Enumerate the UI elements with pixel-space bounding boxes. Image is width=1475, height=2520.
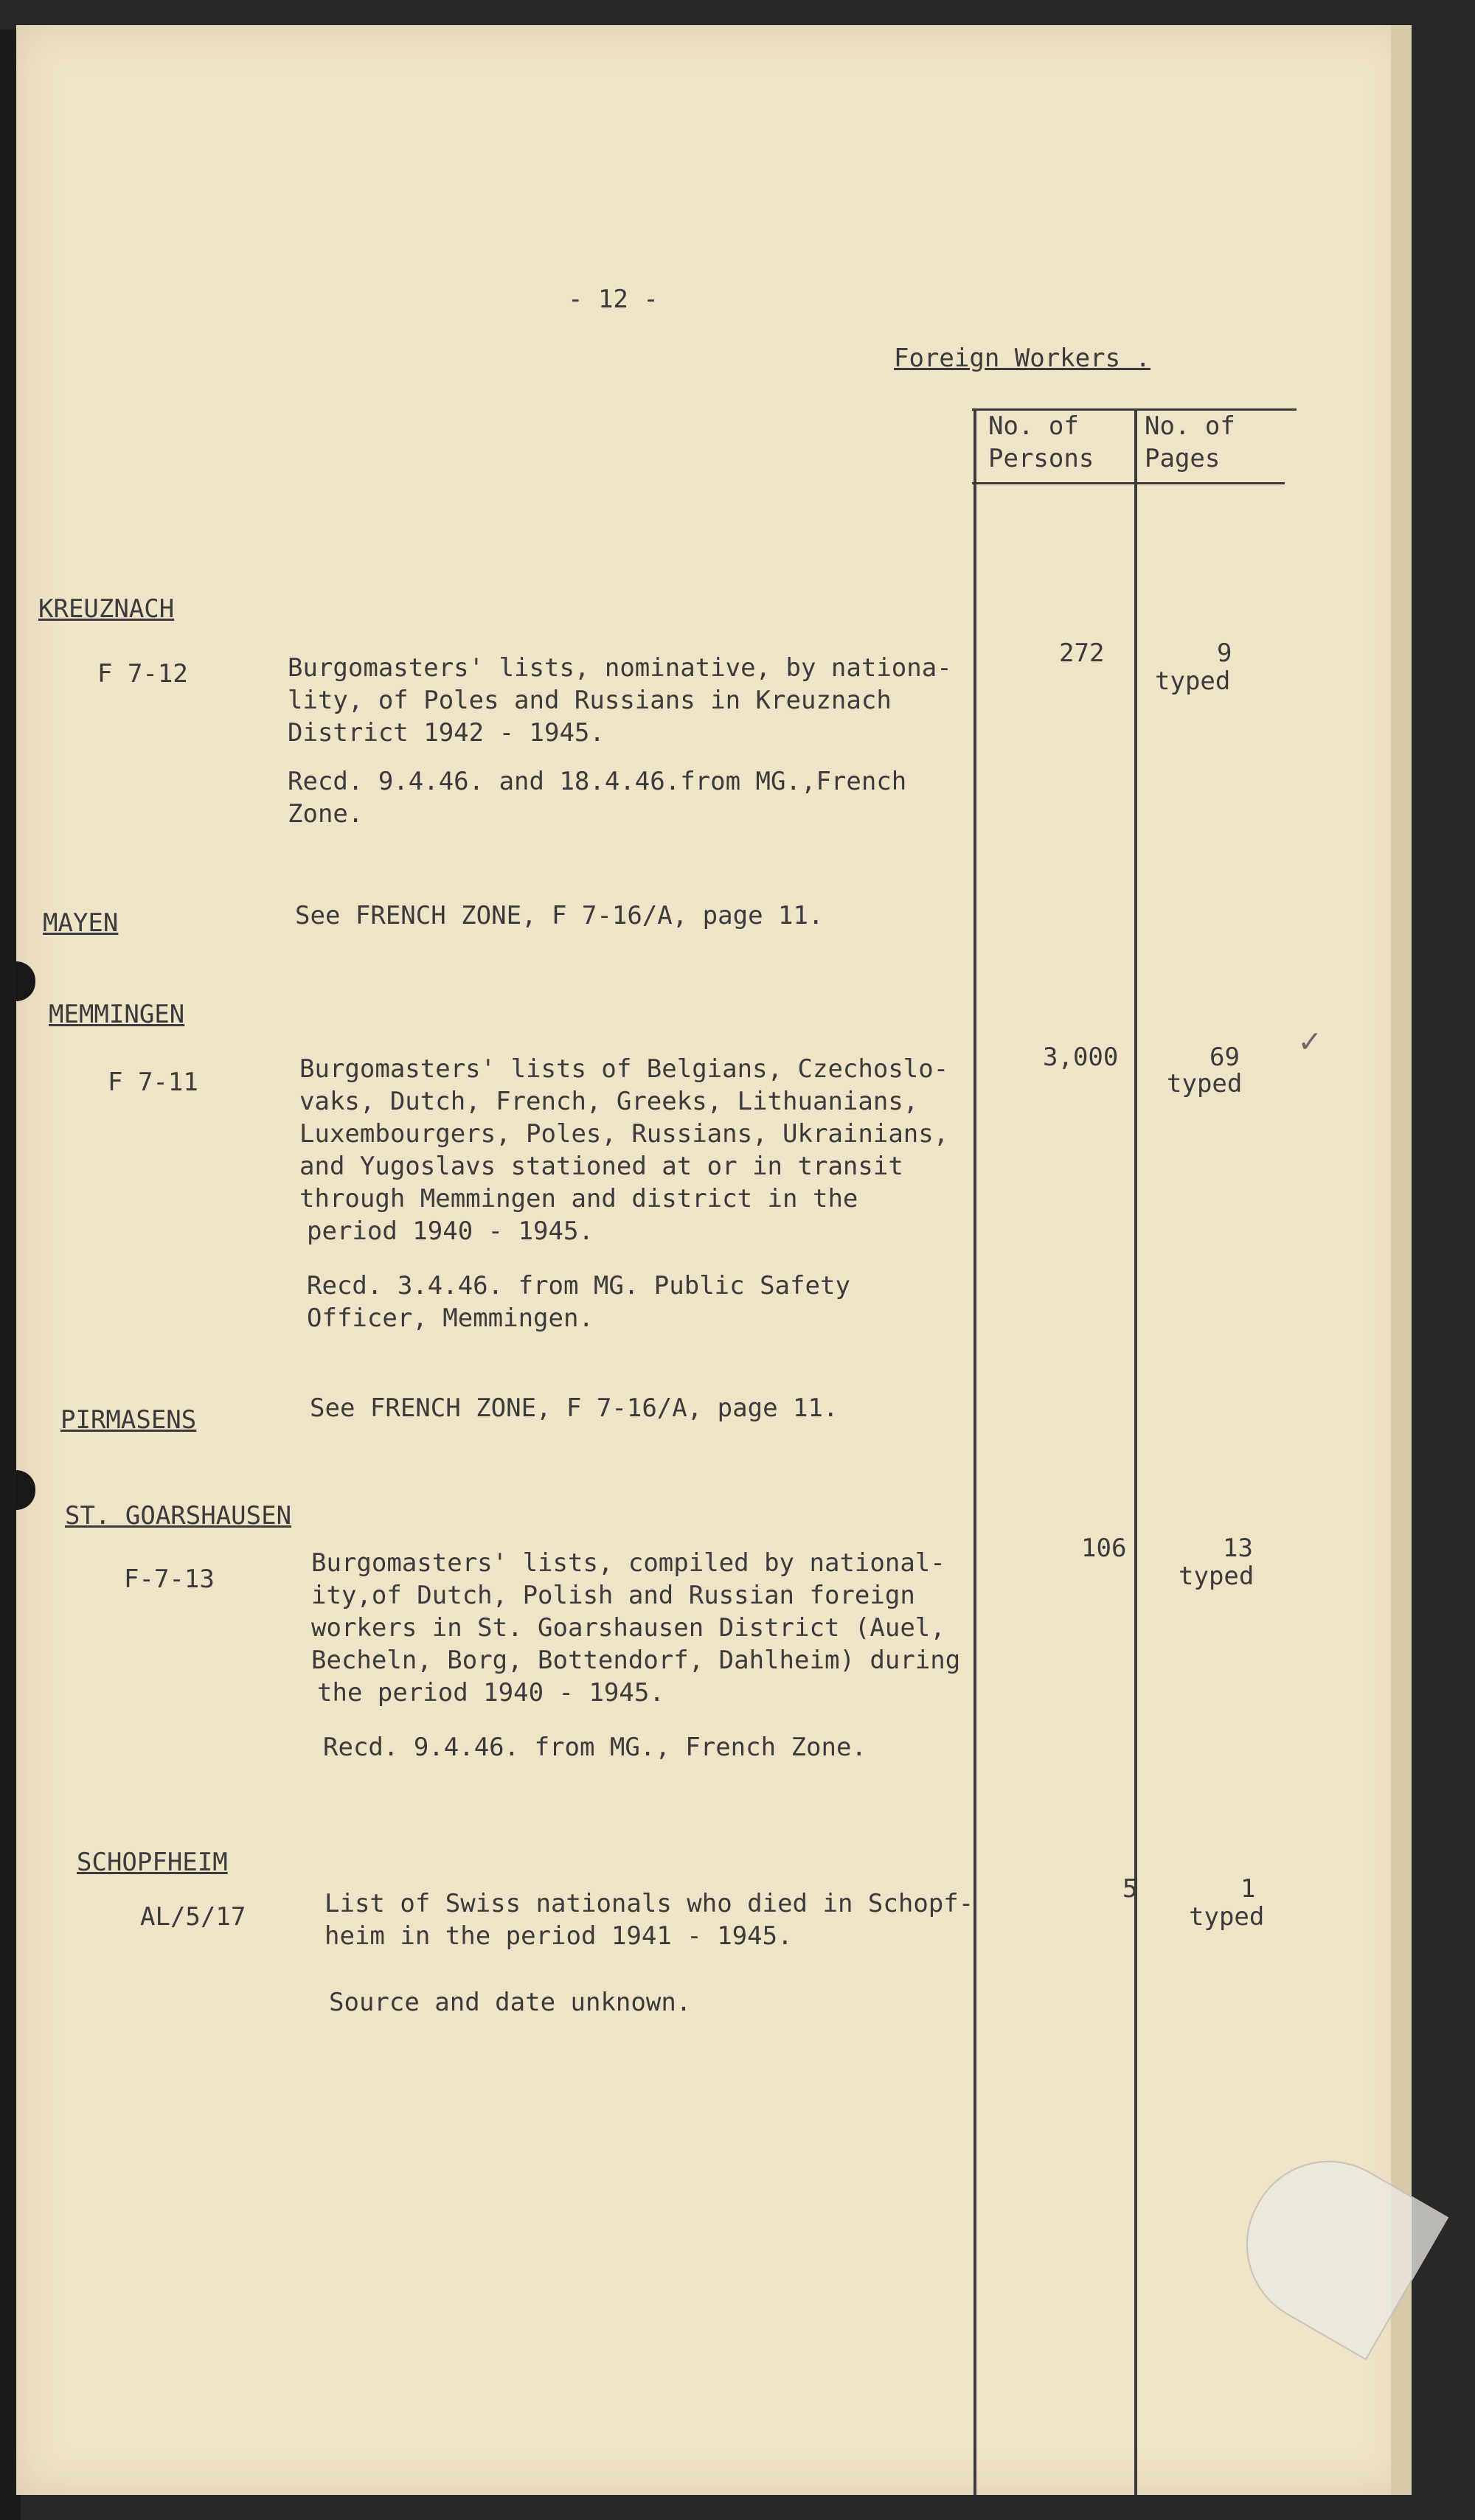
persons-count: 106: [1081, 1534, 1127, 1563]
place-heading: MEMMINGEN: [49, 1000, 185, 1029]
pages-count: 69: [1210, 1043, 1240, 1072]
entry-description: vaks, Dutch, French, Greeks, Lithuanians,: [299, 1087, 919, 1116]
cross-reference: See FRENCH ZONE, F 7-16/A, page 11.: [310, 1393, 839, 1423]
persons-header: Persons: [988, 444, 1094, 473]
file-reference: F 7-11: [108, 1068, 198, 1097]
entry-description: heim in the period 1941 - 1945.: [324, 1921, 793, 1951]
binding-hole: [16, 961, 35, 1001]
page-edge: [1391, 25, 1412, 2495]
pages-count: 1: [1240, 1874, 1256, 1904]
entry-note: Recd. 9.4.46. and 18.4.46.from MG.,French: [288, 767, 907, 796]
place-heading: KREUZNACH: [38, 594, 175, 624]
entry-note: Officer, Memmingen.: [307, 1303, 594, 1333]
paper-clip: [1217, 2131, 1449, 2361]
pages-header: Pages: [1145, 444, 1221, 473]
persons-count: 3,000: [1043, 1043, 1119, 1072]
entry-description: Burgomasters' lists, nominative, by nationa-: [288, 653, 952, 683]
persons-column-divider: [974, 408, 976, 2495]
entry-description: District 1942 - 1945.: [288, 718, 605, 748]
file-reference: F-7-13: [124, 1564, 215, 1594]
pages-count: 13: [1223, 1534, 1253, 1563]
entry-description: List of Swiss nationals who died in Schopf-: [324, 1889, 974, 1918]
section-title: Foreign Workers .: [894, 344, 1150, 373]
place-heading: SCHOPFHEIM: [77, 1848, 228, 1877]
pages-type: typed: [1167, 1069, 1243, 1099]
entry-description: the period 1940 - 1945.: [317, 1678, 664, 1708]
entry-description: ity,of Dutch, Polish and Russian foreign: [311, 1581, 915, 1610]
pages-header: No. of: [1145, 411, 1235, 441]
place-heading: MAYEN: [43, 908, 119, 938]
entry-description: Burgomasters' lists, compiled by national-: [311, 1548, 945, 1578]
place-heading: PIRMASENS: [60, 1405, 197, 1435]
entry-note: Zone.: [288, 799, 364, 829]
page-number: - 12 -: [568, 285, 659, 314]
entry-description: period 1940 - 1945.: [307, 1217, 594, 1246]
entry-note: Recd. 9.4.46. from MG., French Zone.: [323, 1733, 867, 1762]
entry-description: lity, of Poles and Russians in Kreuznach: [288, 686, 892, 715]
pages-type: typed: [1189, 1902, 1265, 1932]
document-page: [16, 25, 1412, 2495]
pages-type: typed: [1179, 1562, 1254, 1591]
pages-count: 9: [1217, 638, 1232, 668]
entry-description: and Yugoslavs stationed at or in transit: [299, 1152, 903, 1181]
pages-type: typed: [1155, 666, 1231, 696]
entry-description: workers in St. Goarshausen District (Auel,: [311, 1613, 945, 1643]
entry-description: Becheln, Borg, Bottendorf, Dahlheim) during: [311, 1646, 961, 1675]
entry-description: Luxembourgers, Poles, Russians, Ukrainians,: [299, 1119, 949, 1149]
pages-column-divider: [1134, 408, 1137, 2495]
binding-hole: [16, 1470, 35, 1510]
file-reference: F 7-12: [97, 659, 188, 689]
persons-count: 5: [1122, 1874, 1138, 1904]
entry-description: Burgomasters' lists of Belgians, Czechoslo-: [299, 1054, 949, 1084]
file-reference: AL/5/17: [140, 1902, 246, 1932]
entry-note: Recd. 3.4.46. from MG. Public Safety: [307, 1271, 850, 1301]
place-heading: ST. GOARSHAUSEN: [65, 1501, 292, 1531]
check-mark: ✓: [1299, 1020, 1320, 1060]
persons-count: 272: [1059, 638, 1105, 668]
persons-header: No. of: [988, 411, 1079, 441]
entry-note: Source and date unknown.: [329, 1988, 692, 2017]
entry-description: through Memmingen and district in the: [299, 1184, 858, 1214]
column-header-rule: [972, 482, 1285, 484]
cross-reference: See FRENCH ZONE, F 7-16/A, page 11.: [295, 901, 824, 930]
